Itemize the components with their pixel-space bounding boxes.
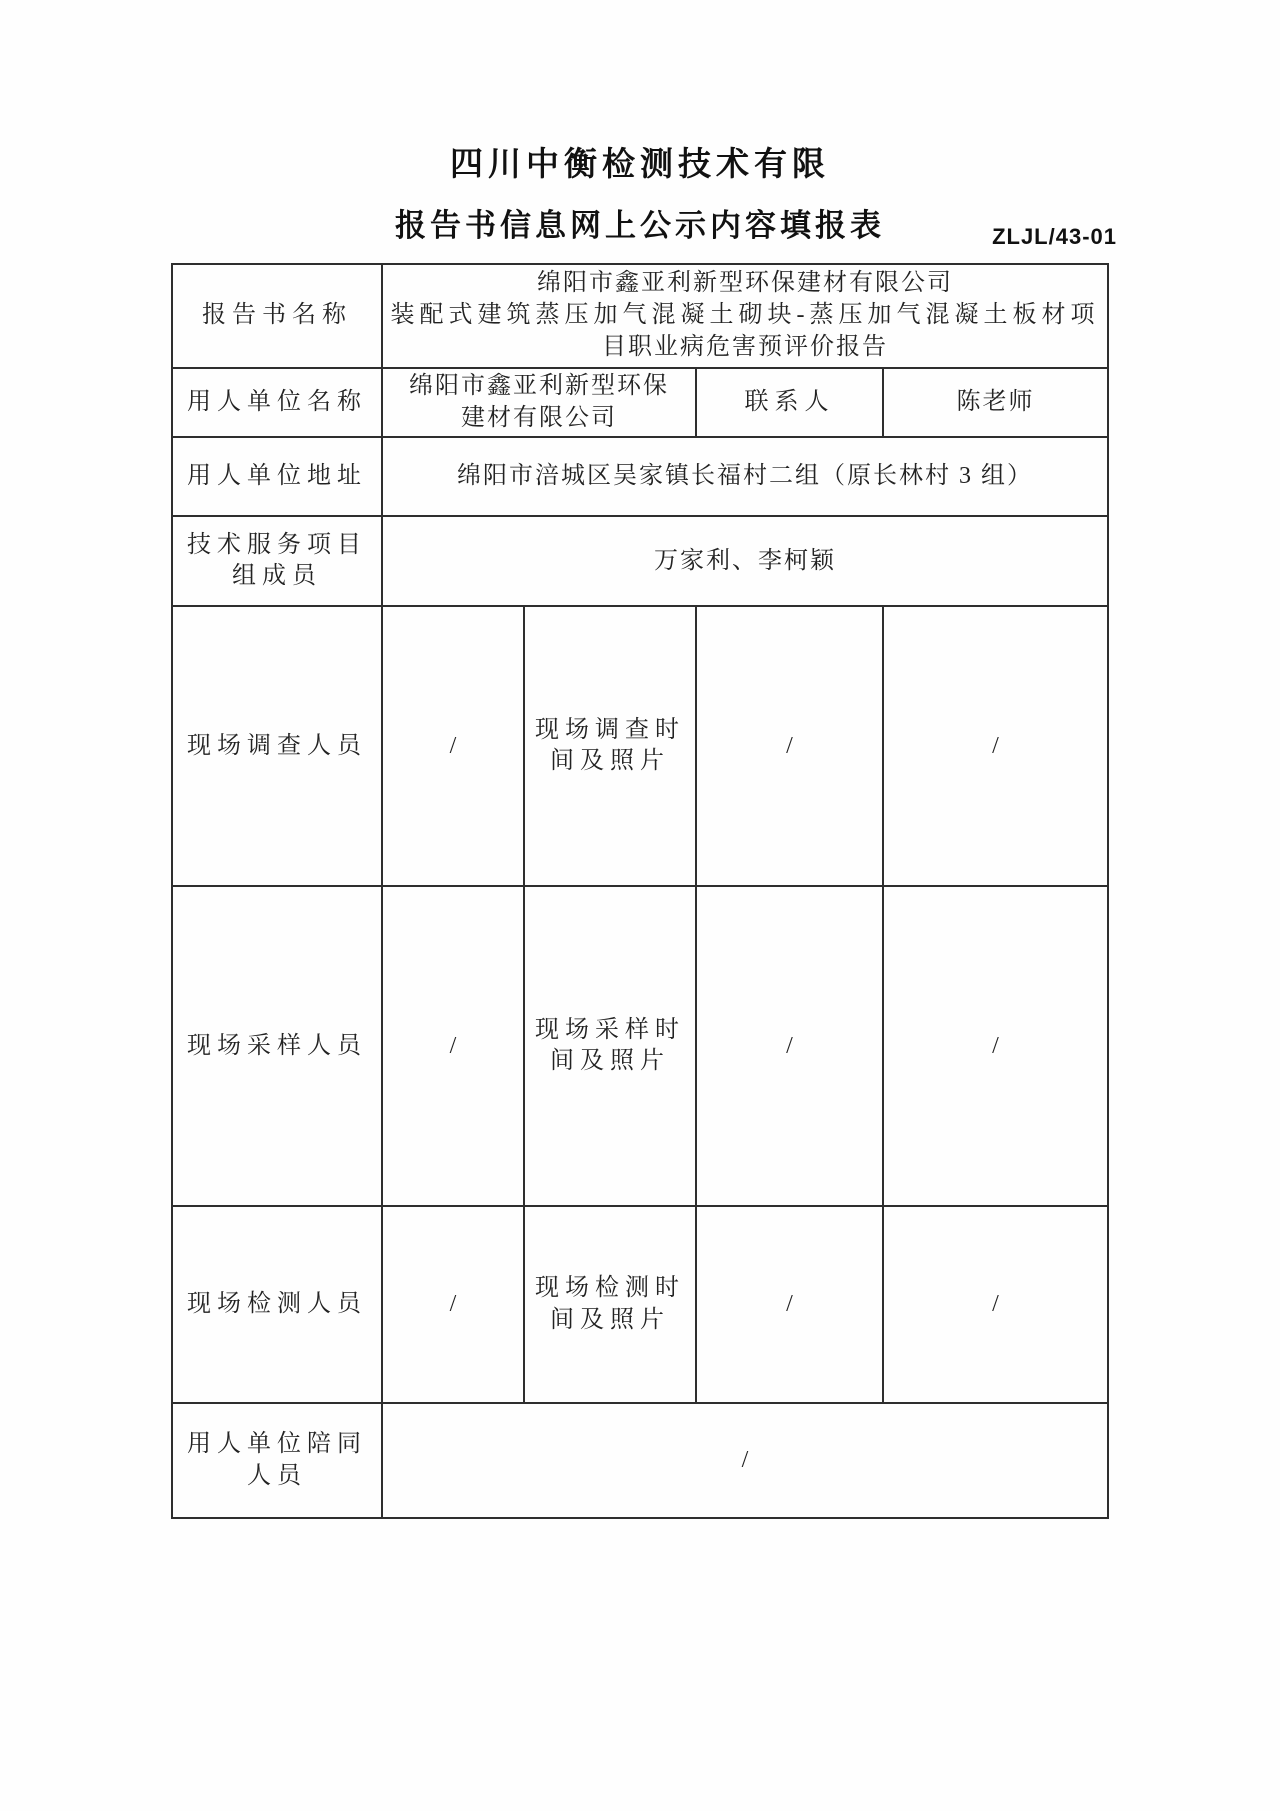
accompanying-label-line2: 人员 xyxy=(247,1462,307,1489)
form-code: ZLJL/43-01 xyxy=(992,224,1117,249)
site-sampling-label: 现场采样人员 xyxy=(172,886,382,1206)
employer-name-label: 用人单位名称 xyxy=(172,368,382,437)
site-sampling-time-label-line1: 现场采样时 xyxy=(535,1016,685,1043)
report-info-table xyxy=(171,263,1109,1519)
row-employer-name xyxy=(172,368,1108,437)
accompanying-value: / xyxy=(382,1403,1108,1518)
employer-name-line1: 绵阳市鑫亚利新型环保 xyxy=(409,373,669,399)
site-testing-time-label xyxy=(524,1206,696,1403)
site-sampling-time-label xyxy=(524,886,696,1206)
site-sampling-personnel: / xyxy=(382,886,524,1206)
accompanying-label xyxy=(172,1403,382,1518)
site-sampling-time-label-line2: 间及照片 xyxy=(550,1048,670,1075)
project-team-value: 万家利、李柯颖 xyxy=(382,516,1108,606)
employer-address-value: 绵阳市涪城区吴家镇长福村二组（原长林村 3 组） xyxy=(382,437,1108,516)
contact-label: 联系人 xyxy=(696,368,883,437)
site-survey-time-value: / xyxy=(696,606,883,886)
row-site-sampling xyxy=(172,886,1108,1206)
row-project-team xyxy=(172,516,1108,606)
site-testing-photo-value: / xyxy=(883,1206,1108,1403)
row-report-name xyxy=(172,264,1108,368)
site-survey-label: 现场调查人员 xyxy=(172,606,382,886)
project-team-label xyxy=(172,516,382,606)
project-team-label-line2: 组成员 xyxy=(232,563,322,590)
company-title: 四川中衡检测技术有限 xyxy=(450,145,830,182)
project-team-label-line1: 技术服务项目 xyxy=(187,531,367,558)
site-survey-time-label xyxy=(524,606,696,886)
site-testing-time-label-line1: 现场检测时 xyxy=(535,1275,685,1302)
report-name-line3: 目职业病危害预评价报告 xyxy=(602,333,888,360)
site-survey-personnel: / xyxy=(382,606,524,886)
report-name-value xyxy=(382,264,1108,368)
site-testing-time-value: / xyxy=(696,1206,883,1403)
site-testing-label: 现场检测人员 xyxy=(172,1206,382,1403)
contact-name: 陈老师 xyxy=(883,368,1108,437)
accompanying-label-line1: 用人单位陪同 xyxy=(187,1431,367,1458)
row-accompanying xyxy=(172,1403,1108,1518)
row-site-survey xyxy=(172,606,1108,886)
row-employer-address xyxy=(172,437,1108,516)
form-title: 报告书信息网上公示内容填报表 xyxy=(395,208,885,243)
employer-name-line2: 建材有限公司 xyxy=(461,404,617,431)
site-survey-time-label-line1: 现场调查时 xyxy=(535,716,685,743)
site-sampling-photo-value: / xyxy=(883,886,1108,1206)
row-site-testing xyxy=(172,1206,1108,1403)
site-sampling-time-value: / xyxy=(696,886,883,1206)
report-name-line2: 装配式建筑蒸压加气混凝土砌块-蒸压加气混凝土板材项 xyxy=(390,302,1100,329)
site-testing-personnel: / xyxy=(382,1206,524,1403)
report-name-line1: 绵阳市鑫亚利新型环保建材有限公司 xyxy=(537,270,953,297)
report-name-label: 报告书名称 xyxy=(172,264,382,368)
site-survey-time-label-line2: 间及照片 xyxy=(550,748,670,775)
employer-address-label: 用人单位地址 xyxy=(172,437,382,516)
site-survey-photo-value: / xyxy=(883,606,1108,886)
site-testing-time-label-line2: 间及照片 xyxy=(550,1306,670,1333)
employer-name-value xyxy=(382,368,696,437)
